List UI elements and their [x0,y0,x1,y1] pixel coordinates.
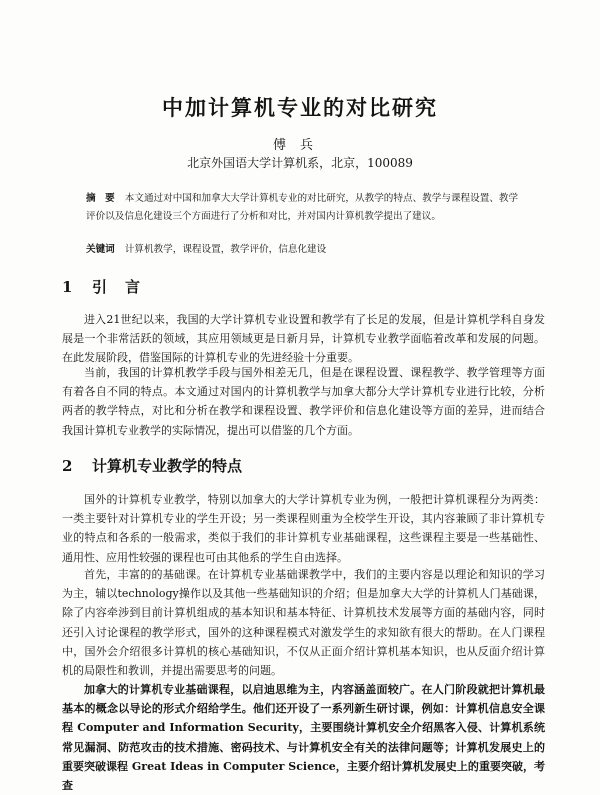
section-1-paragraph-2: 当前，我国的计算机教学手段与国外相差无几，但是在课程设置、课程教学、教学管理等方面有着各自不同的特点。本文通过对国内的计算机教学与加拿大都分大学计算机专业进行比较，分析两者的教学特点，对比和分析在教学和课程设置、教学评价和信息化建设等方面的差异，进而结合我国计算机专业教学的实际情况，提出可以借鉴的几个方面。 [62,366,545,437]
section-2-paragraph-1: 国外的计算机专业教学，特别以加拿大的大学计算机专业为例，一般把计算机课程分为两类：一类主要针对计算机专业的学生开设；另一类课程则重为全校学生开设，其内容兼顾了非计算机专业的特点和各系的一般需求，类似于我们的非计算机专业基础课程，这些课程主要是一些基础性、通用性、应用性较强的课程也可由其他系的学生自由选择。 [62,493,545,564]
paper-title: 中加计算机专业的对比研究 [162,95,438,120]
abstract-text: 本文通过对中国和加拿大大学计算机专业的对比研究，从教学的特点、教学与课程设置、教学评价以及信息化建设三个方面进行了分析和对比，并对国内计算机教学提出了建议。 [86,193,519,222]
section-1-number: 1 [62,278,73,296]
section-1-paragraph-1: 进入21世纪以来，我国的大学计算机专业设置和教学有了长足的发展，但是计算机学科自身发展是一个非常活跃的领域，其应用领域更是日新月异，计算机专业教学面临着改革和发展的问题。在此发展阶段，借鉴国际的计算机专业的先进经验十分重要。 [62,313,545,365]
section-2-paragraph-2: 首先，丰富的的基础课。在计算机专业基础课教学中，我们的主要内容是以理论和知识的学习为主，辅以technology操作以及其他一些基础知识的介绍；但是加拿大大学的计算机人门基础课，除了内容牵涉到目前计算机组成的基本知识和基本特征、计算机技术发展等方面的基础内容，同时还引入讨论课程的教学形式，国外的这种课程模式对激发学生的求知欲有很大的帮助。在人门课程中，国外会介绍很多计算机的核心基础知识，不仅从正面介绍计算机基本知识，也从反面介绍计算机的局限性和教训，并提出需要思考的问题。 [62,568,545,678]
keywords-text: 计算机教学，课程设置，教学评价，信息化建设 [124,244,327,255]
abstract [86,190,526,226]
section-2-number: 2 [62,457,73,475]
section-2-title: 计算机专业教学的特点 [92,457,243,475]
keywords-label: 关键词 [86,244,115,255]
section-2-paragraph-3: 加拿大的计算机专业基础课程，以启迪思维为主，内容涵盖面较广。在人门阶段就把计算机最基本的概念以导论的形式介绍给学生。他们还开设了一系列新生研讨课，例如：计算机信息安全课程 Computer and Information Security，主要围绕计算机安全介绍黑客入侵、计算机系统常见漏洞、防范攻击的技术措施、密码技术、与计算机安全有关的法律问题等；计算机发展史上的重要突破课程 Great Ideas in Computer Science，主要介绍计算机发展史上的重要突破，考查 [62,683,545,793]
section-2-heading [62,455,242,476]
abstract-label: 摘 要 [86,193,115,204]
keywords [86,241,526,259]
section-1-heading [62,276,158,297]
section-1-title: 引言 [92,278,159,296]
affiliation: 北京外国语大学计算机系，北京，100089 [187,156,413,170]
author-name: 傅兵 [272,138,327,153]
